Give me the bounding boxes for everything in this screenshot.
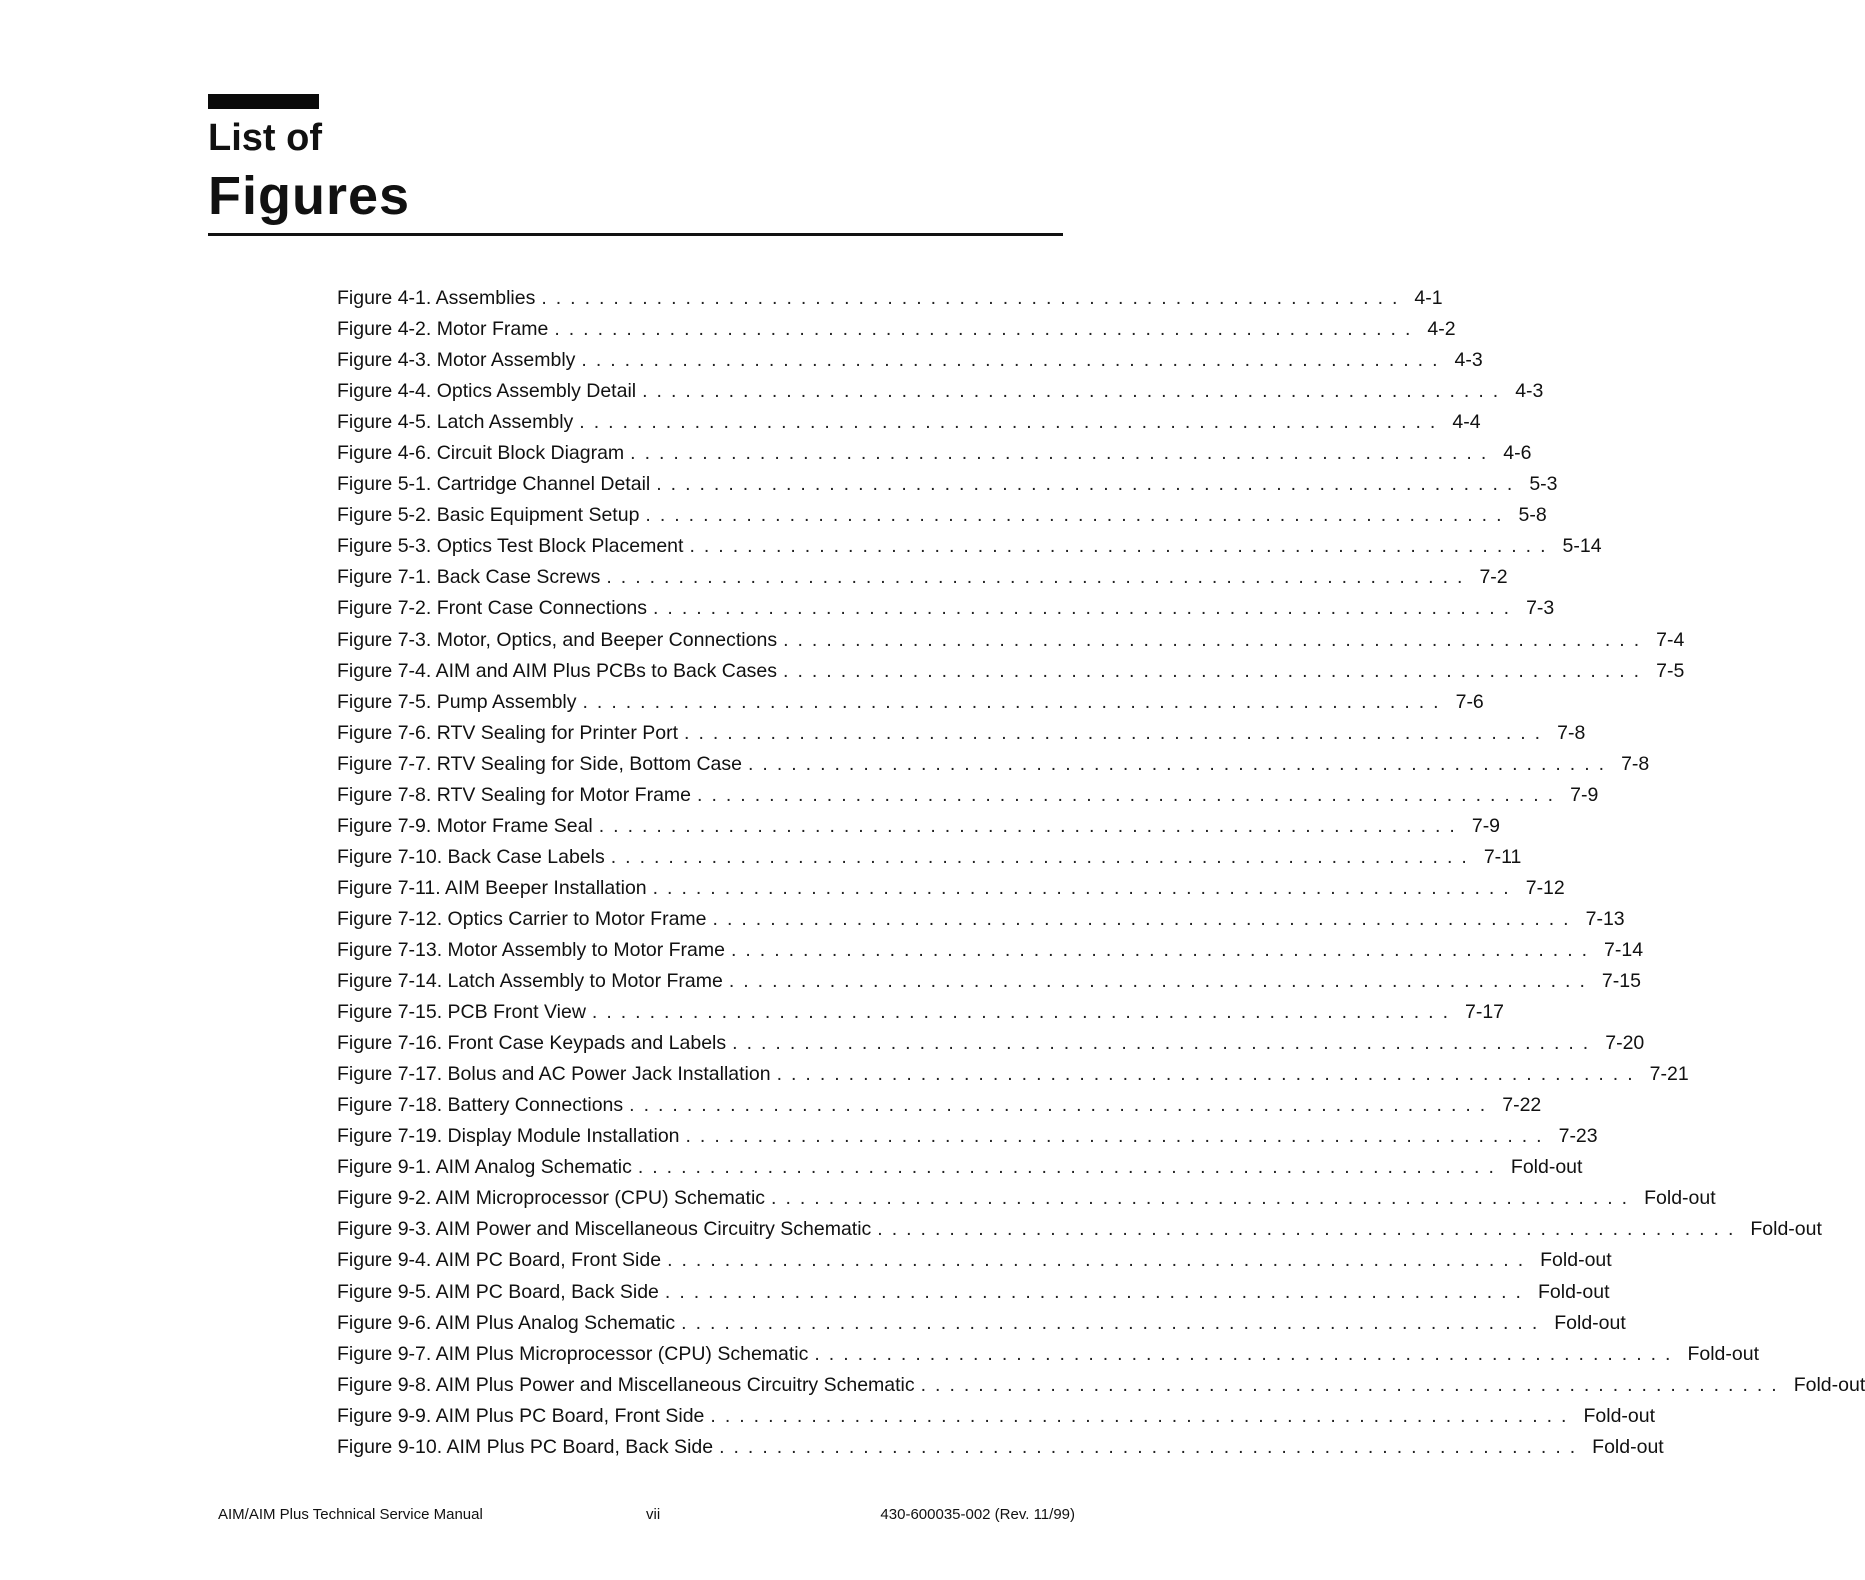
figure-entry-page: 7-5: [1656, 659, 1685, 682]
dot-leader: ............................................................: [684, 721, 1550, 744]
figure-entry-label: Figure 7-15. PCB Front View: [337, 1001, 586, 1024]
figure-entry[interactable]: [337, 842, 1522, 873]
figure-entry-page: 4-6: [1503, 442, 1532, 465]
figure-entry[interactable]: [337, 1183, 1716, 1214]
figure-entry-page: Fold-out: [1554, 1311, 1626, 1334]
figure-entry-page: Fold-out: [1793, 1373, 1865, 1396]
figure-entry-label: Figure 7-6. RTV Sealing for Printer Port: [337, 721, 679, 744]
figure-entry-label: Figure 9-3. AIM Power and Miscellaneous Circuitry Schematic: [337, 1218, 872, 1241]
figure-entry[interactable]: [337, 966, 1641, 997]
dot-leader: ............................................................: [667, 1249, 1533, 1272]
figure-entry-label: Figure 9-10. AIM Plus PC Board, Back Side: [337, 1435, 714, 1458]
figure-entry[interactable]: [337, 687, 1484, 718]
figure-entry[interactable]: [337, 1152, 1583, 1183]
dot-leader: ............................................................: [771, 1187, 1637, 1210]
figure-entry-label: Figure 5-2. Basic Equipment Setup: [337, 504, 640, 527]
footer-document-number: 430-600035-002 (Rev. 11/99): [880, 1506, 1075, 1523]
figure-entry[interactable]: [337, 345, 1483, 376]
dot-leader: ............................................................: [730, 938, 1597, 961]
figure-entry[interactable]: [337, 438, 1532, 469]
figure-entry-page: Fold-out: [1592, 1435, 1664, 1458]
figure-entry[interactable]: [337, 1028, 1645, 1059]
figure-entry-page: 7-15: [1601, 970, 1641, 993]
page-title-line1: List of: [208, 117, 322, 159]
dot-leader: ............................................................: [719, 1435, 1585, 1458]
figure-entry-page: 4-3: [1515, 380, 1544, 403]
dot-leader: ............................................................: [783, 659, 1649, 682]
figure-entry-label: Figure 4-3. Motor Assembly: [337, 349, 576, 372]
figure-entry-page: Fold-out: [1540, 1249, 1612, 1272]
figure-entry-label: Figure 5-3. Optics Test Block Placement: [337, 535, 684, 558]
figure-entry[interactable]: [337, 314, 1456, 345]
figure-entry-label: Figure 7-14. Latch Assembly to Motor Frame: [337, 970, 723, 993]
figure-entry-page: 7-6: [1455, 690, 1484, 713]
figure-entry-page: 7-11: [1483, 845, 1522, 868]
dot-leader: ............................................................: [582, 690, 1448, 713]
figure-entry[interactable]: [337, 593, 1555, 624]
figure-entry-label: Figure 9-2. AIM Microprocessor (CPU) Schematic: [337, 1187, 766, 1210]
figure-entry-page: Fold-out: [1510, 1156, 1583, 1179]
figure-entry-label: Figure 5-1. Cartridge Channel Detail: [337, 473, 651, 496]
dot-leader: ............................................................: [554, 318, 1420, 341]
dot-leader: ............................................................: [712, 907, 1578, 930]
figure-entry-label: Figure 9-7. AIM Plus Microprocessor (CPU) Schematic: [337, 1342, 809, 1365]
dot-leader: ............................................................: [656, 473, 1522, 496]
figure-entry-page: 4-1: [1414, 287, 1443, 309]
figure-entry-page: 7-17: [1465, 1001, 1505, 1024]
dot-leader: ............................................................: [732, 1032, 1598, 1055]
figure-entry-label: Figure 7-2. Front Case Connections: [337, 597, 647, 620]
dot-leader: ............................................................: [642, 380, 1508, 403]
figure-entry[interactable]: [337, 1370, 1865, 1401]
figure-entry[interactable]: [337, 997, 1505, 1028]
figure-entry-label: Figure 7-9. Motor Frame Seal: [337, 814, 593, 837]
dot-leader: ............................................................: [689, 535, 1555, 558]
figure-entry[interactable]: [337, 1214, 1822, 1245]
figure-entry[interactable]: [337, 500, 1547, 531]
figure-entry[interactable]: [337, 562, 1508, 593]
figure-entry[interactable]: [337, 1121, 1598, 1152]
dot-leader: ............................................................: [645, 504, 1511, 527]
figure-entry-page: 7-2: [1479, 566, 1508, 589]
dot-leader: ............................................................: [637, 1156, 1503, 1179]
dot-leader: ............................................................: [783, 628, 1649, 651]
figure-entry[interactable]: [337, 811, 1501, 842]
figure-entry[interactable]: [337, 935, 1644, 966]
figure-entry-label: Figure 7-4. AIM and AIM Plus PCBs to Back Cases: [337, 659, 778, 682]
figure-entry-label: Figure 9-6. AIM Plus Analog Schematic: [337, 1311, 676, 1334]
dot-leader: ............................................................: [652, 597, 1519, 620]
figure-entry[interactable]: [337, 283, 1443, 314]
figure-entry[interactable]: [337, 531, 1602, 562]
dot-leader: ............................................................: [664, 1280, 1530, 1303]
figure-entry-page: 7-9: [1570, 783, 1599, 806]
figure-entry-label: Figure 7-19. Display Module Installation: [337, 1125, 680, 1148]
figure-entry-label: Figure 7-5. Pump Assembly: [337, 690, 577, 713]
figure-entry-page: 4-4: [1452, 411, 1481, 434]
figure-entry-page: 7-13: [1585, 907, 1625, 930]
dot-leader: ............................................................: [606, 566, 1472, 589]
figure-entry-page: Fold-out: [1537, 1280, 1610, 1303]
figure-entry[interactable]: [337, 904, 1625, 935]
dot-leader: ............................................................: [630, 442, 1496, 465]
figure-entry-label: Figure 4-4. Optics Assembly Detail: [337, 380, 637, 403]
dot-leader: ............................................................: [681, 1311, 1547, 1334]
figure-entry-page: Fold-out: [1644, 1187, 1716, 1210]
figures-list: [337, 283, 1865, 1463]
figure-entry[interactable]: [337, 780, 1599, 811]
dot-leader: ............................................................: [581, 349, 1447, 372]
figure-entry-label: Figure 7-16. Front Case Keypads and Labels: [337, 1032, 727, 1055]
dot-leader: ............................................................: [610, 845, 1476, 868]
figure-entry-label: Figure 7-1. Back Case Screws: [337, 566, 601, 589]
title-rule: [208, 233, 1063, 236]
figure-entry-label: Figure 4-6. Circuit Block Diagram: [337, 442, 625, 465]
figure-entry-label: Figure 7-3. Motor, Optics, and Beeper Connections: [337, 628, 778, 651]
figure-entry-page: 7-21: [1649, 1063, 1689, 1086]
figure-entry-label: Figure 7-17. Bolus and AC Power Jack Installation: [337, 1063, 771, 1086]
figure-entry-page: 4-2: [1427, 318, 1456, 341]
figure-entry-label: Figure 7-13. Motor Assembly to Motor Frame: [337, 938, 725, 961]
figure-entry[interactable]: [337, 1059, 1689, 1090]
figure-entry-label: Figure 9-8. AIM Plus Power and Miscellaneous Circuitry Schematic: [337, 1373, 915, 1396]
dot-leader: ............................................................: [920, 1373, 1786, 1396]
dot-leader: ............................................................: [776, 1063, 1642, 1086]
figure-entry-page: 7-23: [1558, 1125, 1598, 1148]
dot-leader: ............................................................: [728, 970, 1594, 993]
figure-entry-label: Figure 9-1. AIM Analog Schematic: [337, 1156, 632, 1179]
dot-leader: ............................................................: [591, 1001, 1457, 1024]
figure-entry-page: 5-3: [1529, 473, 1558, 496]
figure-entry[interactable]: [337, 469, 1558, 500]
figure-entry[interactable]: [337, 656, 1685, 687]
dot-leader: ............................................................: [652, 876, 1518, 899]
dot-leader: ............................................................: [579, 411, 1445, 434]
figure-entry-label: Figure 7-12. Optics Carrier to Motor Frame: [337, 907, 707, 930]
figure-entry-page: 7-14: [1604, 938, 1644, 961]
figure-entry[interactable]: [337, 625, 1685, 656]
figure-entry-label: Figure 9-4. AIM PC Board, Front Side: [337, 1249, 662, 1272]
figure-entry-label: Figure 7-11. AIM Beeper Installation: [337, 876, 647, 899]
figure-entry-page: 7-8: [1621, 752, 1650, 775]
figure-entry[interactable]: [337, 718, 1586, 749]
figure-entry[interactable]: [337, 1277, 1610, 1308]
figure-entry-page: 5-8: [1518, 504, 1547, 527]
figure-entry-page: 7-8: [1557, 721, 1586, 744]
dot-leader: ............................................................: [541, 287, 1407, 309]
figure-entry-page: 7-9: [1471, 814, 1501, 837]
dot-leader: ............................................................: [598, 814, 1464, 837]
figure-entry-page: Fold-out: [1583, 1404, 1656, 1427]
figure-entry[interactable]: [337, 1432, 1664, 1463]
dot-leader: ............................................................: [877, 1218, 1743, 1241]
dot-leader: ............................................................: [748, 752, 1614, 775]
figure-entry-label: Figure 4-5. Latch Assembly: [337, 411, 574, 434]
figure-entry-page: 7-3: [1526, 597, 1555, 620]
figure-entry-page: 7-12: [1525, 876, 1565, 899]
footer-page-number: vii: [646, 1506, 661, 1523]
figure-entry-page: 7-22: [1502, 1094, 1542, 1117]
dot-leader: ............................................................: [814, 1342, 1680, 1365]
figure-entry-label: Figure 7-18. Battery Connections: [337, 1094, 624, 1117]
page-title-line2: Figures: [208, 166, 411, 226]
figure-entry-page: Fold-out: [1750, 1218, 1822, 1241]
figure-entry-label: Figure 7-7. RTV Sealing for Side, Bottom Case: [337, 752, 742, 775]
figure-entry[interactable]: [337, 376, 1544, 407]
figure-entry-page: 7-20: [1605, 1032, 1645, 1055]
dot-leader: ............................................................: [629, 1094, 1495, 1117]
dot-leader: ............................................................: [685, 1125, 1551, 1148]
figure-entry[interactable]: [337, 873, 1565, 904]
figure-entry-label: Figure 7-10. Back Case Labels: [337, 845, 605, 868]
figure-entry-page: Fold-out: [1687, 1342, 1760, 1365]
figure-entry-label: Figure 4-2. Motor Frame: [337, 318, 549, 341]
figure-entry[interactable]: [337, 407, 1481, 438]
figure-entry-label: Figure 7-8. RTV Sealing for Motor Frame: [337, 783, 692, 806]
figure-entry[interactable]: [337, 1245, 1612, 1276]
figure-entry[interactable]: [337, 749, 1650, 780]
figure-entry-page: 5-14: [1562, 535, 1602, 558]
title-decoration-bar: [208, 94, 319, 109]
dot-leader: ............................................................: [697, 783, 1563, 806]
dot-leader: ............................................................: [710, 1404, 1576, 1427]
footer-manual-title: AIM/AIM Plus Technical Service Manual: [218, 1506, 483, 1523]
figure-entry-page: 7-4: [1656, 628, 1685, 651]
figure-entry-page: 4-3: [1454, 349, 1483, 372]
figure-entry-label: Figure 4-1. Assemblies: [337, 287, 536, 309]
figure-entry-label: Figure 9-5. AIM PC Board, Back Side: [337, 1280, 659, 1303]
figure-entry[interactable]: [337, 1339, 1760, 1370]
figure-entry[interactable]: [337, 1090, 1542, 1121]
figure-entry[interactable]: [337, 1401, 1656, 1432]
figure-entry[interactable]: [337, 1308, 1626, 1339]
figure-entry-label: Figure 9-9. AIM Plus PC Board, Front Side: [337, 1404, 705, 1427]
